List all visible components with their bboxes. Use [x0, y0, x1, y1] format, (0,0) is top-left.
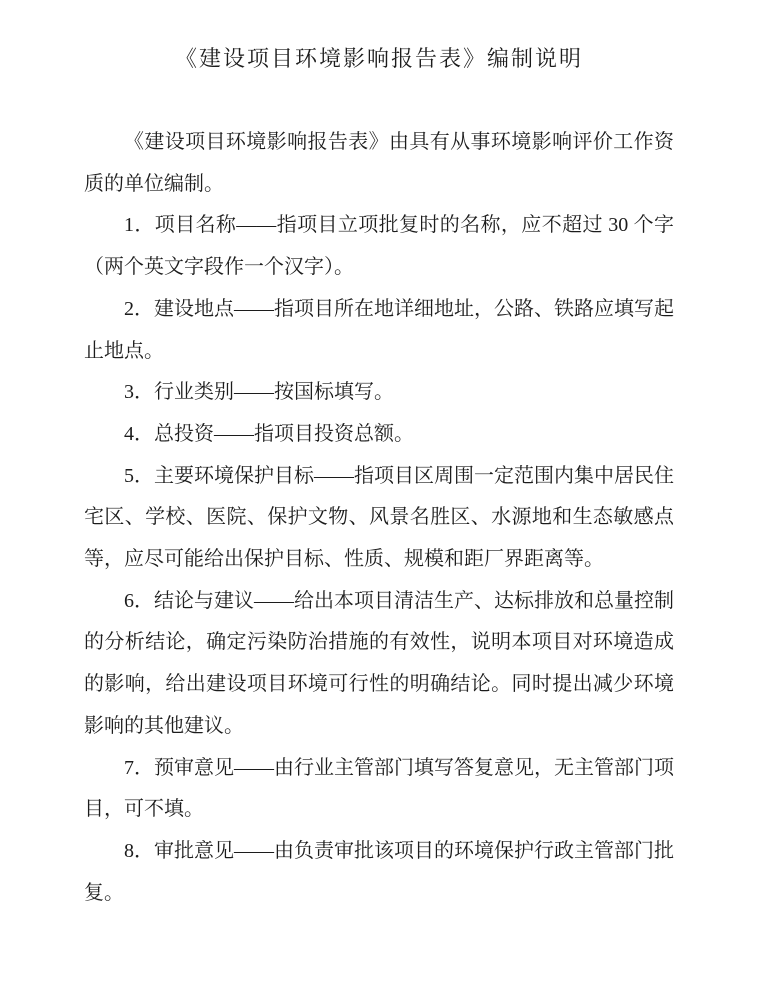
- list-item-3-industry-category: 3．行业类别——按国标填写。: [124, 381, 394, 404]
- list-item-6-conclusions-suggestions: 6．结论与建议——给出本项目清洁生产、达标排放和总量控制的分析结论，确定污染防治措施的有效性，说明本项目对环境造成的影响，给出建设项目环境可行性的明确结论。同时提出减少环境影响的其他建议。: [84, 589, 674, 737]
- list-item-2-construction-site: 2．建设地点——指项目所在地详细地址，公路、铁路应填写起止地点。: [84, 297, 674, 362]
- list-item-1-project-name: 1．项目名称——指项目立项批复时的名称，应不超过 30 个字（两个英文字段作一个汉字）。: [84, 214, 674, 279]
- list-item-7-preliminary-review-opinion: 7．预审意见——由行业主管部门填写答复意见，无主管部门项目，可不填。: [84, 756, 674, 821]
- page-title: 《建设项目环境影响报告表》编制说明: [174, 46, 583, 71]
- list-item-8-approval-opinion: 8．审批意见——由负责审批该项目的环境保护行政主管部门批复。: [84, 839, 674, 904]
- list-item-4-total-investment: 4．总投资——指项目投资总额。: [124, 422, 414, 445]
- document-body: [84, 122, 674, 914]
- list-item-5-protection-targets: 5．主要环境保护目标——指项目区周围一定范围内集中居民住宅区、学校、医院、保护文物、风景名胜区、水源地和生态敏感点等，应尽可能给出保护目标、性质、规模和距厂界距离等。: [84, 464, 674, 571]
- paragraph-intro: 《建设项目环境影响报告表》由具有从事环境影响评价工作资质的单位编制。: [84, 131, 674, 195]
